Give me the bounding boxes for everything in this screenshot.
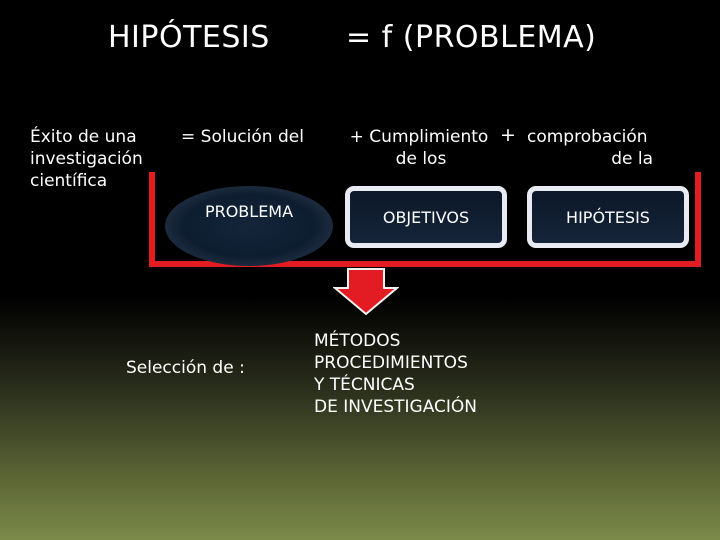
exito-line-1: Éxito de una [30,127,137,147]
comprobacion-label [527,126,657,170]
methods-line-4: DE INVESTIGACIÓN [314,397,478,417]
title-function-problema: = f (PROBLEMA) [346,20,597,55]
down-arrow-icon [333,268,399,316]
cumplimiento-line-1: + Cumplimiento [349,127,489,147]
methods-line-2: PROCEDIMIENTOS [314,353,468,373]
exito-line-2: investigación [30,149,143,169]
cumplimiento-label [346,126,492,170]
objetivos-label: OBJETIVOS [382,207,470,227]
plus-sign: + [500,124,516,146]
methods-line-1: MÉTODOS [314,331,401,351]
comprobacion-line-1: comprobación [527,127,648,147]
cumplimiento-line-2: de los [395,149,447,169]
exito-label [30,126,143,192]
hipotesis-box [527,186,689,248]
solucion-label: = Solución del [181,127,304,147]
methods-list [314,330,477,418]
bracket-right [695,172,701,267]
problema-oval [165,186,333,266]
objetivos-box [345,186,507,248]
comprobacion-line-2: de la [611,149,653,169]
problema-label: PROBLEMA [204,202,294,221]
title-hipotesis: HIPÓTESIS [108,20,270,55]
exito-line-3: científica [30,171,108,191]
bracket-left [149,172,155,265]
methods-line-3: Y TÉCNICAS [314,375,415,395]
seleccion-label: Selección de : [126,358,245,378]
hipotesis-label: HIPÓTESIS [566,207,650,227]
